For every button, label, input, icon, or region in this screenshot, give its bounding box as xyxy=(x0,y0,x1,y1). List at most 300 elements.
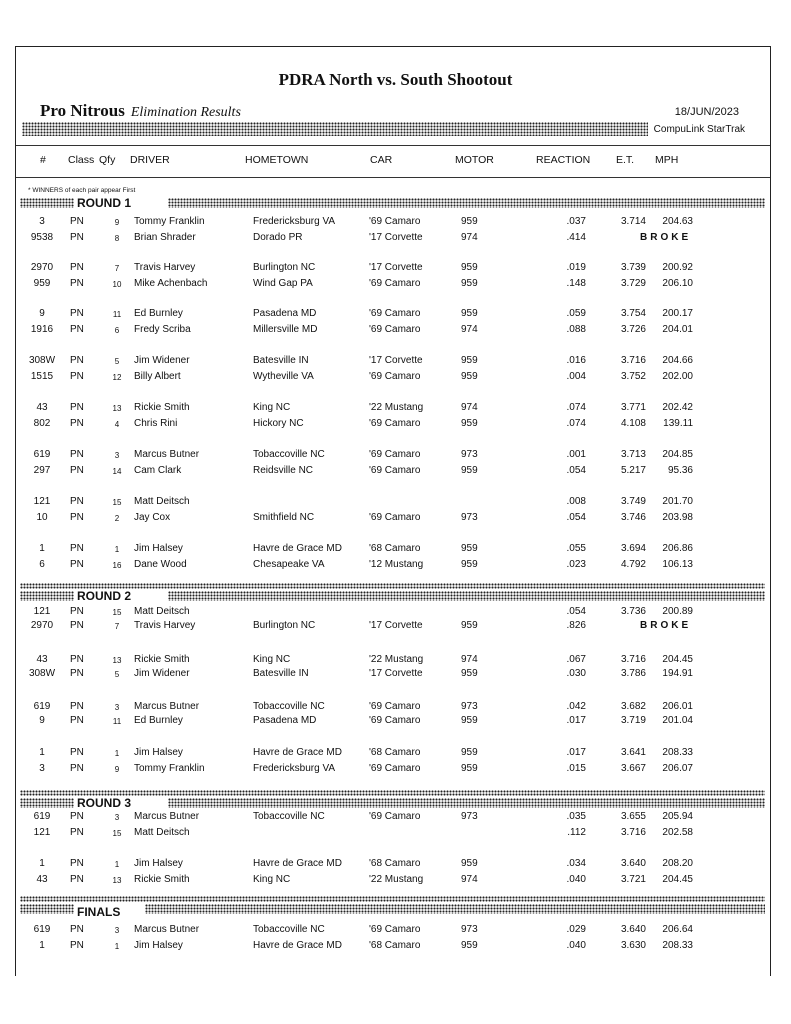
reaction-time: .017 xyxy=(566,715,586,726)
speed-mph: 206.10 xyxy=(662,278,693,289)
elapsed-time: 3.749 xyxy=(620,496,646,507)
car-number: 9 xyxy=(39,308,45,319)
speed-mph: 204.63 xyxy=(662,216,693,227)
motor-number: 959 xyxy=(461,715,478,726)
round-dot-bar-left xyxy=(20,198,74,208)
class-code: PN xyxy=(70,559,84,570)
speed-mph: 202.58 xyxy=(662,827,693,838)
driver-name: Fredy Scriba xyxy=(134,324,191,335)
hometown: Burlington NC xyxy=(253,262,316,273)
result-row xyxy=(0,924,791,938)
col-hometown: HOMETOWN xyxy=(245,154,309,166)
elapsed-time: 3.716 xyxy=(620,355,646,366)
car-model: '69 Camaro xyxy=(369,512,421,523)
driver-name: Ed Burnley xyxy=(134,308,183,319)
reaction-time: .055 xyxy=(566,543,586,554)
car-model: '69 Camaro xyxy=(369,216,421,227)
car-model: '69 Camaro xyxy=(369,449,421,460)
elapsed-time: 3.719 xyxy=(620,715,646,726)
reaction-time: .148 xyxy=(566,278,586,289)
reaction-time: .054 xyxy=(566,512,586,523)
result-row xyxy=(0,262,791,276)
class-code: PN xyxy=(70,543,84,554)
car-number: 43 xyxy=(36,654,48,665)
motor-number: 973 xyxy=(461,924,478,935)
class-name: Pro Nitrous xyxy=(40,101,125,120)
result-row xyxy=(0,278,791,292)
driver-name: Travis Harvey xyxy=(134,620,196,631)
hometown: Havre de Grace MD xyxy=(253,940,342,951)
reaction-time: .059 xyxy=(566,308,586,319)
result-row xyxy=(0,747,791,761)
result-row xyxy=(0,811,791,825)
qualifying-position: 13 xyxy=(112,876,122,885)
qualifying-position: 15 xyxy=(112,608,122,617)
speed-mph: 204.85 xyxy=(662,449,693,460)
round-label: ROUND 2 xyxy=(77,589,132,603)
motor-number: 959 xyxy=(461,262,478,273)
elapsed-time: 3.786 xyxy=(620,668,646,679)
result-row xyxy=(0,371,791,385)
car-number: 1 xyxy=(39,858,45,869)
elapsed-time: 3.726 xyxy=(620,324,646,335)
result-row xyxy=(0,449,791,463)
car-model: '69 Camaro xyxy=(369,278,421,289)
motor-number: 959 xyxy=(461,216,478,227)
motor-number: 959 xyxy=(461,559,478,570)
speed-mph: 200.92 xyxy=(662,262,693,273)
reaction-time: .054 xyxy=(566,606,586,617)
car-number: 9538 xyxy=(30,232,54,243)
driver-name: Jim Widener xyxy=(134,355,190,366)
result-row xyxy=(0,543,791,557)
reaction-time: .004 xyxy=(566,371,586,382)
reaction-time: .015 xyxy=(566,763,586,774)
round-dot-bar-right xyxy=(168,798,765,808)
class-code: PN xyxy=(70,278,84,289)
car-number: 10 xyxy=(36,512,48,523)
motor-number: 974 xyxy=(461,232,478,243)
reaction-time: .008 xyxy=(566,496,586,507)
car-number: 1515 xyxy=(30,371,54,382)
class-code: PN xyxy=(70,763,84,774)
motor-number: 959 xyxy=(461,763,478,774)
car-number: 308W xyxy=(28,668,56,679)
result-row xyxy=(0,620,791,634)
driver-name: Rickie Smith xyxy=(134,654,190,665)
class-code: PN xyxy=(70,262,84,273)
qualifying-position: 8 xyxy=(114,234,120,243)
col-driver: DRIVER xyxy=(130,154,170,166)
reaction-time: .034 xyxy=(566,858,586,869)
car-number: 43 xyxy=(36,402,48,413)
motor-number: 974 xyxy=(461,402,478,413)
reaction-time: .826 xyxy=(566,620,586,631)
driver-name: Mike Achenbach xyxy=(134,278,208,289)
hometown: Smithfield NC xyxy=(253,512,315,523)
motor-number: 974 xyxy=(461,874,478,885)
round-dot-bar-top xyxy=(20,896,765,902)
elapsed-time: 4.792 xyxy=(620,559,646,570)
qualifying-position: 10 xyxy=(112,280,122,289)
qualifying-position: 1 xyxy=(114,545,120,554)
qualifying-position: 2 xyxy=(114,514,120,523)
class-code: PN xyxy=(70,827,84,838)
speed-mph: 205.94 xyxy=(662,811,693,822)
hometown: King NC xyxy=(253,402,291,413)
hometown: Tobaccoville NC xyxy=(253,924,325,935)
car-model: '69 Camaro xyxy=(369,924,421,935)
class-code: PN xyxy=(70,654,84,665)
car-model: '69 Camaro xyxy=(369,324,421,335)
col-car: CAR xyxy=(370,154,393,166)
motor-number: 973 xyxy=(461,701,478,712)
speed-mph: 203.98 xyxy=(662,512,693,523)
class-code: PN xyxy=(70,355,84,366)
driver-name: Dane Wood xyxy=(134,559,187,570)
reaction-time: .035 xyxy=(566,811,586,822)
qualifying-position: 1 xyxy=(114,749,120,758)
driver-name: Marcus Butner xyxy=(134,449,200,460)
car-model: '69 Camaro xyxy=(369,701,421,712)
car-model: '69 Camaro xyxy=(369,371,421,382)
driver-name: Marcus Butner xyxy=(134,811,200,822)
result-row xyxy=(0,668,791,682)
speed-mph: 95.36 xyxy=(667,465,693,476)
car-model: '68 Camaro xyxy=(369,747,421,758)
qualifying-position: 5 xyxy=(114,357,120,366)
elapsed-time: 3.713 xyxy=(620,449,646,460)
elapsed-time: 3.752 xyxy=(620,371,646,382)
reaction-time: .017 xyxy=(566,747,586,758)
driver-name: Jim Halsey xyxy=(134,858,183,869)
class-code: PN xyxy=(70,324,84,335)
driver-name: Matt Deitsch xyxy=(134,827,190,838)
event-date: 18/JUN/2023 xyxy=(674,106,739,118)
driver-name: Jay Cox xyxy=(134,512,171,523)
elapsed-time: 3.729 xyxy=(620,278,646,289)
qualifying-position: 16 xyxy=(112,561,122,570)
reaction-time: .088 xyxy=(566,324,586,335)
qualifying-position: 11 xyxy=(112,717,122,726)
result-row xyxy=(0,763,791,777)
car-model: '69 Camaro xyxy=(369,465,421,476)
qualifying-position: 13 xyxy=(112,404,122,413)
result-row xyxy=(0,559,791,573)
car-number: 1 xyxy=(39,543,45,554)
speed-mph: 208.20 xyxy=(662,858,693,869)
qualifying-position: 3 xyxy=(114,703,120,712)
hometown: Chesapeake VA xyxy=(253,559,325,570)
car-model: '68 Camaro xyxy=(369,543,421,554)
hometown: Millersville MD xyxy=(253,324,318,335)
hometown: Tobaccoville NC xyxy=(253,811,325,822)
driver-name: Brian Shrader xyxy=(134,232,196,243)
results-title: Elimination Results xyxy=(130,105,241,120)
motor-number: 959 xyxy=(461,858,478,869)
class-code: PN xyxy=(70,668,84,679)
motor-number: 959 xyxy=(461,465,478,476)
driver-name: Jim Widener xyxy=(134,668,190,679)
motor-number: 959 xyxy=(461,620,478,631)
car-number: 6 xyxy=(39,559,45,570)
qualifying-position: 13 xyxy=(112,656,122,665)
motor-number: 959 xyxy=(461,940,478,951)
car-number: 1 xyxy=(39,940,45,951)
car-number: 1916 xyxy=(30,324,54,335)
reaction-time: .067 xyxy=(566,654,586,665)
qualifying-position: 4 xyxy=(114,420,120,429)
col-mph: MPH xyxy=(655,154,679,166)
motor-number: 974 xyxy=(461,654,478,665)
elapsed-time: 3.746 xyxy=(620,512,646,523)
class-code: PN xyxy=(70,874,84,885)
car-model: '12 Mustang xyxy=(369,559,424,570)
qualifying-position: 3 xyxy=(114,813,120,822)
class-code: PN xyxy=(70,747,84,758)
speed-mph: 208.33 xyxy=(662,940,693,951)
car-number: 3 xyxy=(39,216,45,227)
qualifying-position: 6 xyxy=(114,326,120,335)
result-row xyxy=(0,216,791,230)
result-row xyxy=(0,496,791,510)
class-code: PN xyxy=(70,940,84,951)
driver-name: Jim Halsey xyxy=(134,747,183,758)
reaction-time: .054 xyxy=(566,465,586,476)
class-code: PN xyxy=(70,924,84,935)
result-row xyxy=(0,874,791,888)
class-code: PN xyxy=(70,620,84,631)
motor-number: 959 xyxy=(461,543,478,554)
round-dot-bar-top xyxy=(20,583,765,589)
class-code: PN xyxy=(70,449,84,460)
result-row xyxy=(0,465,791,479)
car-model: '17 Corvette xyxy=(369,355,423,366)
round-dot-bar-left xyxy=(20,798,74,808)
qualifying-position: 9 xyxy=(114,218,120,227)
hometown: King NC xyxy=(253,654,291,665)
broke-status: BROKE xyxy=(640,232,692,243)
car-number: 308W xyxy=(28,355,56,366)
result-row xyxy=(0,827,791,841)
class-code: PN xyxy=(70,496,84,507)
col-reaction: REACTION xyxy=(536,154,591,166)
car-number: 2970 xyxy=(30,620,54,631)
elapsed-time: 3.640 xyxy=(620,858,646,869)
speed-mph: 204.01 xyxy=(662,324,693,335)
motor-number: 973 xyxy=(461,449,478,460)
car-model: '17 Corvette xyxy=(369,668,423,679)
driver-name: Tommy Franklin xyxy=(134,216,205,227)
speed-mph: 204.66 xyxy=(662,355,693,366)
car-number: 121 xyxy=(33,496,51,507)
elapsed-time: 3.739 xyxy=(620,262,646,273)
hometown: Fredericksburg VA xyxy=(253,216,336,227)
qualifying-position: 1 xyxy=(114,942,120,951)
car-number: 959 xyxy=(33,278,51,289)
speed-mph: 206.01 xyxy=(662,701,693,712)
car-model: '69 Camaro xyxy=(369,308,421,319)
driver-name: Matt Deitsch xyxy=(134,496,190,507)
elapsed-time: 3.655 xyxy=(620,811,646,822)
car-number: 619 xyxy=(33,811,51,822)
round-label: ROUND 3 xyxy=(77,796,132,810)
class-code: PN xyxy=(70,512,84,523)
hometown: Wytheville VA xyxy=(253,371,314,382)
qualifying-position: 15 xyxy=(112,829,122,838)
hometown: Reidsville NC xyxy=(253,465,314,476)
result-row xyxy=(0,606,791,620)
car-model: '68 Camaro xyxy=(369,940,421,951)
hometown: King NC xyxy=(253,874,291,885)
reaction-time: .414 xyxy=(566,232,586,243)
car-number: 619 xyxy=(33,449,51,460)
qualifying-position: 5 xyxy=(114,670,120,679)
reaction-time: .001 xyxy=(566,449,586,460)
motor-number: 973 xyxy=(461,512,478,523)
hometown: Pasadena MD xyxy=(253,715,317,726)
class-code: PN xyxy=(70,232,84,243)
elapsed-time: 3.641 xyxy=(620,747,646,758)
qualifying-position: 1 xyxy=(114,860,120,869)
class-code: PN xyxy=(70,308,84,319)
motor-number: 959 xyxy=(461,747,478,758)
result-row xyxy=(0,512,791,526)
hometown: Pasadena MD xyxy=(253,308,317,319)
class-code: PN xyxy=(70,418,84,429)
class-code: PN xyxy=(70,216,84,227)
hometown: Havre de Grace MD xyxy=(253,858,342,869)
result-row xyxy=(0,858,791,872)
speed-mph: 208.33 xyxy=(662,747,693,758)
reaction-time: .042 xyxy=(566,701,586,712)
class-code: PN xyxy=(70,402,84,413)
speed-mph: 202.00 xyxy=(662,371,693,382)
class-code: PN xyxy=(70,465,84,476)
class-code: PN xyxy=(70,701,84,712)
col-num: # xyxy=(40,154,46,166)
col-class: Class xyxy=(68,154,95,166)
result-row xyxy=(0,324,791,338)
car-model: '69 Camaro xyxy=(369,715,421,726)
col-qfy: Qfy xyxy=(99,154,116,166)
car-number: 121 xyxy=(33,606,51,617)
car-model: '22 Mustang xyxy=(369,402,424,413)
elapsed-time: 3.716 xyxy=(620,827,646,838)
driver-name: Rickie Smith xyxy=(134,402,190,413)
reaction-time: .030 xyxy=(566,668,586,679)
class-title xyxy=(40,101,241,121)
elapsed-time: 3.721 xyxy=(620,874,646,885)
round-dot-bar-top xyxy=(20,790,765,796)
hometown: Wind Gap PA xyxy=(253,278,313,289)
col-et: E.T. xyxy=(616,154,635,166)
elapsed-time: 3.640 xyxy=(620,924,646,935)
driver-name: Ed Burnley xyxy=(134,715,183,726)
result-row xyxy=(0,654,791,668)
qualifying-position: 12 xyxy=(112,373,122,382)
hometown: Batesville IN xyxy=(253,355,309,366)
winners-note: * WINNERS of each pair appear First xyxy=(28,187,136,194)
car-model: '22 Mustang xyxy=(369,874,424,885)
round-dot-bar-right xyxy=(145,904,765,914)
speed-mph: 204.45 xyxy=(662,654,693,665)
qualifying-position: 3 xyxy=(114,926,120,935)
hometown: Tobaccoville NC xyxy=(253,449,325,460)
hometown: Tobaccoville NC xyxy=(253,701,325,712)
driver-name: Marcus Butner xyxy=(134,701,200,712)
motor-number: 959 xyxy=(461,355,478,366)
round-dot-bar-left xyxy=(20,591,74,601)
elapsed-time: 3.716 xyxy=(620,654,646,665)
result-row xyxy=(0,701,791,715)
elapsed-time: 5.217 xyxy=(620,465,646,476)
driver-name: Marcus Butner xyxy=(134,924,200,935)
motor-number: 959 xyxy=(461,418,478,429)
speed-mph: 206.86 xyxy=(662,543,693,554)
motor-number: 959 xyxy=(461,278,478,289)
result-row xyxy=(0,402,791,416)
column-divider xyxy=(16,177,770,178)
car-model: '69 Camaro xyxy=(369,763,421,774)
reaction-time: .037 xyxy=(566,216,586,227)
car-model: '69 Camaro xyxy=(369,811,421,822)
motor-number: 959 xyxy=(461,308,478,319)
class-code: PN xyxy=(70,811,84,822)
speed-mph: 194.91 xyxy=(662,668,693,679)
car-number: 802 xyxy=(33,418,51,429)
elapsed-time: 3.754 xyxy=(620,308,646,319)
qualifying-position: 9 xyxy=(114,765,120,774)
round-dot-bar-right xyxy=(168,591,765,601)
car-model: '68 Camaro xyxy=(369,858,421,869)
round-label: FINALS xyxy=(77,905,121,919)
elapsed-time: 4.108 xyxy=(620,418,646,429)
class-code: PN xyxy=(70,715,84,726)
speed-mph: 201.70 xyxy=(662,496,693,507)
reaction-time: .112 xyxy=(567,827,586,838)
driver-name: Cam Clark xyxy=(134,465,182,476)
car-model: '17 Corvette xyxy=(369,232,423,243)
qualifying-position: 15 xyxy=(112,498,122,507)
hometown: Dorado PR xyxy=(253,232,303,243)
car-number: 1 xyxy=(39,747,45,758)
elapsed-time: 3.736 xyxy=(620,606,646,617)
timing-brand: CompuLink StarTrak xyxy=(653,124,745,135)
reaction-time: .019 xyxy=(566,262,586,273)
elapsed-time: 3.682 xyxy=(620,701,646,712)
header-divider xyxy=(16,145,770,146)
speed-mph: 200.89 xyxy=(662,606,693,617)
car-number: 619 xyxy=(33,924,51,935)
class-code: PN xyxy=(70,606,84,617)
speed-mph: 206.64 xyxy=(662,924,693,935)
hometown: Fredericksburg VA xyxy=(253,763,336,774)
car-number: 43 xyxy=(36,874,48,885)
elapsed-time: 3.667 xyxy=(620,763,646,774)
car-number: 3 xyxy=(39,763,45,774)
car-number: 121 xyxy=(33,827,51,838)
car-model: '69 Camaro xyxy=(369,418,421,429)
car-number: 297 xyxy=(33,465,51,476)
elapsed-time: 3.714 xyxy=(620,216,646,227)
result-row xyxy=(0,308,791,322)
motor-number: 959 xyxy=(461,668,478,679)
reaction-time: .040 xyxy=(566,874,586,885)
reaction-time: .016 xyxy=(566,355,586,366)
speed-mph: 106.13 xyxy=(662,559,693,570)
qualifying-position: 11 xyxy=(112,310,122,319)
